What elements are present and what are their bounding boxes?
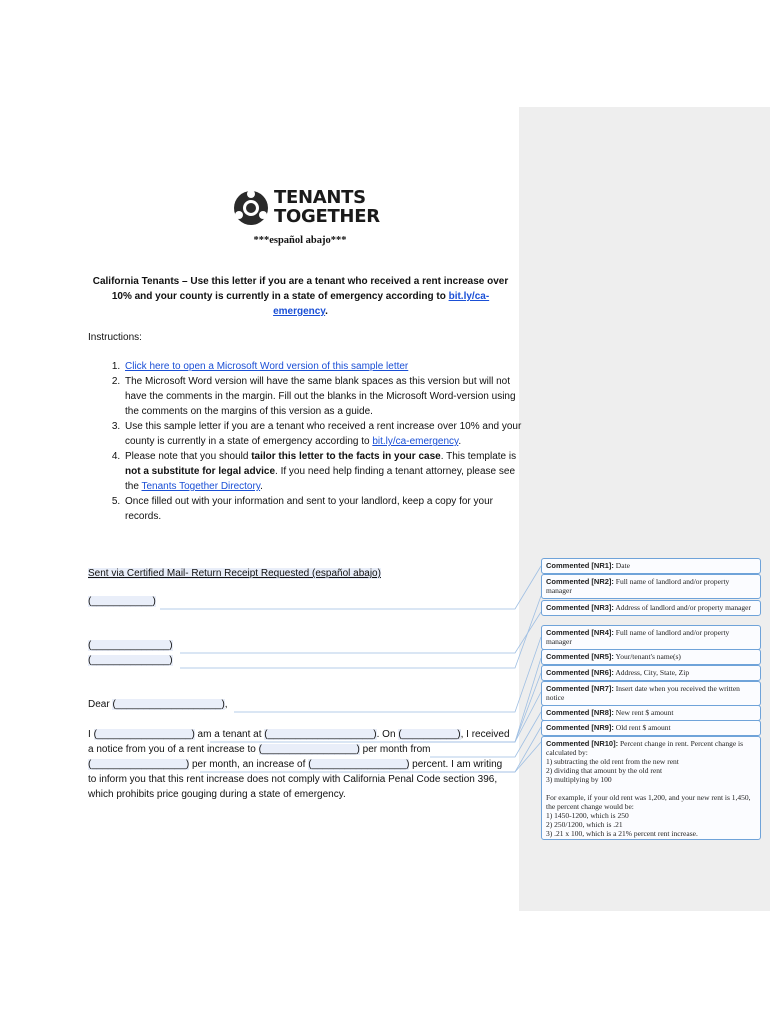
blank-field[interactable]: (_________________): [258, 744, 360, 755]
intro-text: California Tenants – Use this letter if you are a tenant who received a rent increase over 10% and your county is currently in a state of emergency according to: [92, 276, 509, 302]
para-text: am a tenant at: [194, 729, 265, 740]
intro-heading: [88, 274, 513, 319]
blank-field[interactable]: (______________): [88, 655, 173, 666]
dear-prefix: Dear: [88, 699, 113, 710]
comment-tag: Commented [NR8]:: [546, 708, 614, 717]
comment-line: 2) dividing that amount by the old rent: [546, 766, 663, 775]
directory-link[interactable]: Tenants Together Directory: [141, 481, 261, 492]
comment-line: 1) subtracting the old rent from the new rent: [546, 757, 679, 766]
intro-end: .: [325, 306, 328, 317]
list-item: 5. Once filled out with your information and sent to your landlord, keep a copy for your records.: [123, 494, 528, 524]
comment-text: New rent $ amount: [615, 708, 674, 717]
comment-tag: Commented [NR10]:: [546, 739, 619, 748]
blank-field[interactable]: (_________________): [88, 759, 190, 770]
comment-nr10[interactable]: [541, 736, 761, 840]
list-item: [123, 449, 528, 494]
letter-paragraph: [88, 727, 513, 802]
landlord-address-blank-1[interactable]: [88, 638, 173, 653]
comment-nr7[interactable]: [541, 681, 761, 706]
para-text: , I received a notice from you of a rent increase to: [88, 729, 510, 755]
logo-wordmark: [274, 188, 380, 226]
comment-text: Percent change in rent. Percent change is calculated by:: [546, 739, 744, 757]
tenants-together-logo: [232, 186, 380, 232]
instructions-list: [105, 359, 528, 524]
comment-text: Date: [615, 561, 630, 570]
blank-field[interactable]: (_________________): [308, 759, 410, 770]
step-text: . This template is: [440, 451, 517, 462]
step-text: Please note that you should: [125, 451, 252, 462]
comment-nr2[interactable]: [541, 574, 761, 599]
comment-nr6[interactable]: [541, 665, 761, 681]
comment-nr3[interactable]: [541, 600, 761, 616]
comment-text: Address of landlord and/or property manager: [615, 603, 751, 612]
comment-tag: Commented [NR6]:: [546, 668, 614, 677]
step-text: Use this sample letter if you are a tenant who received a rent increase over 10% and your county is currently in a state of emergency according to: [125, 421, 522, 447]
dear-suffix: ,: [224, 699, 228, 710]
comment-nr9[interactable]: [541, 720, 761, 736]
comment-text: Your/tenant's name(s): [615, 652, 681, 661]
instructions-label: Instructions:: [88, 332, 142, 343]
logo-line-1: TENANTS: [274, 187, 366, 208]
comment-text: Full name of landlord and/or property manager: [546, 628, 730, 646]
para-text: per month, an increase of: [189, 759, 309, 770]
sent-via-text: Sent via Certified Mail- Return Receipt Requested (español abajo): [88, 568, 381, 579]
comment-nr8[interactable]: [541, 705, 761, 721]
para-text: per month from: [359, 744, 431, 755]
comment-text: Address, City, State, Zip: [615, 668, 690, 677]
comment-nr5[interactable]: [541, 649, 761, 665]
comment-tag: Commented [NR5]:: [546, 652, 614, 661]
para-text: percent. I am writing to inform you that this rent increase does not comply with California Penal Code section 396, which prohibits price gouging during a state of emergency.: [88, 759, 503, 800]
comment-tag: Commented [NR1]:: [546, 561, 614, 570]
blank-field[interactable]: (___________): [88, 596, 156, 607]
blank-field[interactable]: (__________): [398, 729, 461, 740]
step-bold: tailor this letter to the facts in your case: [251, 451, 441, 462]
comment-line: 1) 1450-1200, which is 250: [546, 811, 629, 820]
step-end: .: [260, 481, 263, 492]
list-item: [123, 359, 528, 374]
sent-via-line: [88, 566, 381, 581]
dear-line: [88, 697, 228, 712]
step-bold: not a substitute for legal advice: [125, 466, 276, 477]
comment-nr1[interactable]: [541, 558, 761, 574]
blank-field[interactable]: (___________________): [112, 699, 225, 710]
comment-text: Full name of landlord and/or property manager: [546, 577, 730, 595]
list-item: [123, 419, 528, 449]
landlord-name-blank[interactable]: [88, 594, 156, 609]
para-text: . On: [376, 729, 399, 740]
comment-nr4[interactable]: [541, 625, 761, 650]
blank-field[interactable]: (___________________): [264, 729, 377, 740]
comment-line: 2) 250/1200, which is .21: [546, 820, 623, 829]
comment-text: Insert date when you received the written notice: [546, 684, 740, 702]
comment-line: 3) .21 x 100, which is a 21% percent rent increase.: [546, 829, 698, 838]
comment-tag: Commented [NR7]:: [546, 684, 614, 693]
espanol-note: ***español abajo***: [253, 235, 347, 246]
word-version-link[interactable]: Click here to open a Microsoft Word version of this sample letter: [125, 361, 409, 372]
comment-tag: Commented [NR9]:: [546, 723, 614, 732]
list-item: 2. The Microsoft Word version will have the same blank spaces as this version but will not have the comments in the margin. Fill out the blanks in the Microsoft Word-version using the comments on the margins of this version as a guide.: [123, 374, 528, 419]
comment-text: Old rent $ amount: [615, 723, 671, 732]
comment-example: For example, if your old rent was 1,200, and your new rent is 1,450, the percent change would be:: [546, 793, 751, 811]
step-end: .: [458, 436, 462, 447]
blank-field[interactable]: (______________): [88, 640, 173, 651]
comment-tag: Commented [NR4]:: [546, 628, 614, 637]
step-text: . If you need help finding a tenant attorney, please see the: [125, 466, 516, 492]
emergency-link[interactable]: bit.ly/ca-emergency: [372, 436, 459, 447]
comment-tag: Commented [NR2]:: [546, 577, 614, 586]
para-text: I: [88, 729, 94, 740]
landlord-address-blank-2[interactable]: [88, 653, 173, 668]
logo-emblem-icon: [232, 188, 270, 228]
intro-link[interactable]: bit.ly/ca-emergency: [273, 291, 490, 317]
logo-line-2: TOGETHER: [274, 206, 380, 227]
comment-line: 3) multiplying by 100: [546, 775, 612, 784]
comment-tag: Commented [NR3]:: [546, 603, 614, 612]
blank-field[interactable]: (_________________): [93, 729, 195, 740]
